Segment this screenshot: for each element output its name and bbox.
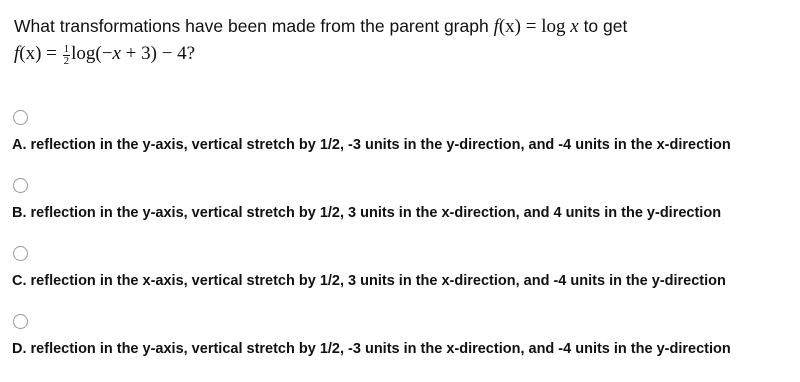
option-a-label[interactable]: A. reflection in the y-axis, vertical stretch by 1/2, -3 units in the y-direction, and -4 units in the x-direction	[12, 137, 731, 153]
option-d[interactable]	[12, 314, 792, 382]
question-prompt	[14, 14, 784, 68]
option-c[interactable]	[12, 246, 792, 314]
radio-button-d[interactable]	[13, 314, 28, 329]
target-function: f(x) = $\frac{1}{2}$ log(−x + 3) − 4?	[14, 42, 196, 67]
answer-options	[12, 110, 792, 382]
radio-button-a[interactable]	[13, 110, 28, 125]
question-text-prefix: What transformations have been made from the parent graph	[14, 16, 494, 36]
fraction-one-half: $\frac{1}{2}$	[63, 42, 70, 67]
radio-button-c[interactable]	[13, 246, 28, 261]
option-b[interactable]	[12, 178, 792, 246]
parent-function: f(x) = log x	[493, 16, 579, 37]
question-line-1	[14, 14, 784, 39]
option-a[interactable]	[12, 110, 792, 178]
radio-button-b[interactable]	[13, 178, 28, 193]
question-text-suffix: to get	[578, 16, 628, 36]
option-b-label[interactable]: B. reflection in the y-axis, vertical stretch by 1/2, 3 units in the x-direction, and 4 units in the y-direction	[12, 205, 722, 221]
option-c-label[interactable]: C. reflection in the x-axis, vertical stretch by 1/2, 3 units in the x-direction, and -4 units in the y-direction	[12, 273, 726, 289]
option-d-label[interactable]: D. reflection in the y-axis, vertical stretch by 1/2, -3 units in the x-direction, and -4 units in the y-direction	[12, 341, 731, 357]
